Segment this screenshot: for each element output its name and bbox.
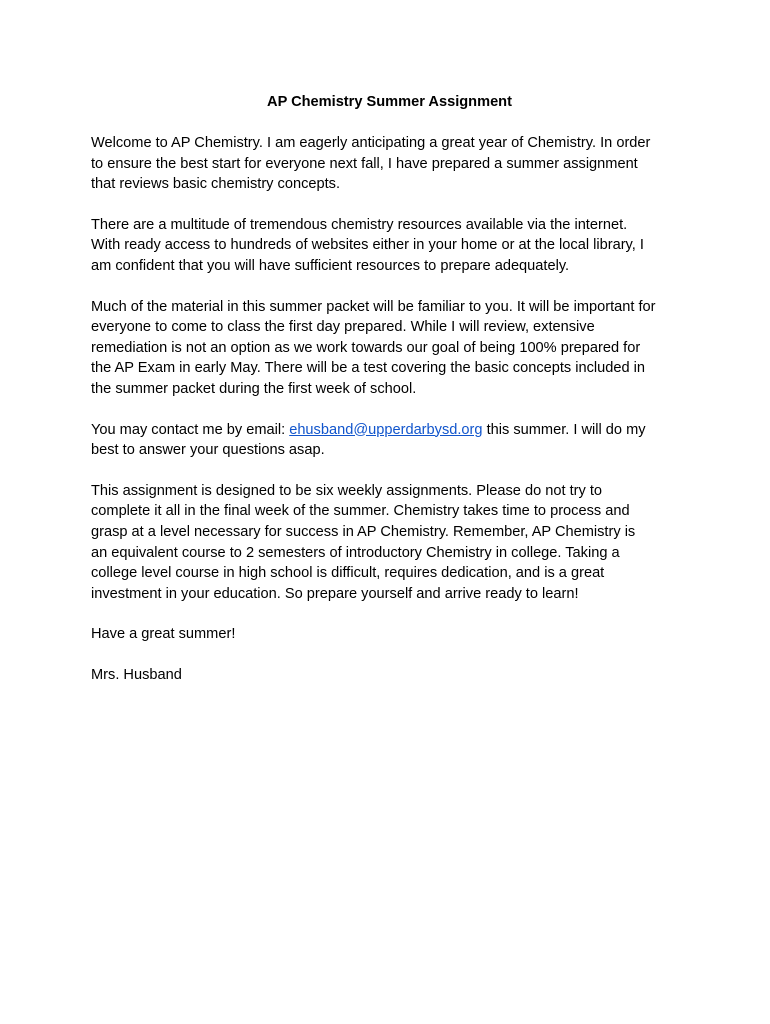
paragraph-resources bbox=[91, 215, 690, 277]
document-title: AP Chemistry Summer Assignment bbox=[267, 94, 512, 110]
text-line: Welcome to AP Chemistry. I am eagerly anticipating a great year of Chemistry. In order bbox=[91, 135, 651, 151]
contact-prefix: You may contact me by email: bbox=[91, 421, 290, 438]
contact-suffix: this summer. I will do my bbox=[482, 421, 646, 438]
signature: Mrs. Husband bbox=[91, 666, 182, 683]
text-line: the AP Exam in early May. There will be a test covering the basic concepts included in bbox=[91, 360, 646, 377]
text-line: Much of the material in this summer packet will be familiar to you. It will be important for bbox=[91, 298, 656, 315]
text-line: complete it all in the final week of the summer. Chemistry takes time to process and bbox=[91, 503, 630, 520]
text-line: There are a multitude of tremendous chemistry resources available via the internet. bbox=[91, 216, 628, 233]
text-line: the summer packet during the first week of school. bbox=[91, 380, 417, 397]
text-line: everyone to come to class the first day prepared. While I will review, extensive bbox=[91, 319, 595, 336]
text-line: best to answer your questions asap. bbox=[91, 442, 325, 459]
paragraph-material bbox=[91, 297, 690, 400]
text-line: that reviews basic chemistry concepts. bbox=[91, 176, 340, 193]
text-line: remediation is not an option as we work towards our goal of being 100% prepared for bbox=[91, 339, 641, 356]
paragraph-contact bbox=[91, 420, 690, 461]
email-link[interactable]: ehusband@upperdarbysd.org bbox=[289, 421, 483, 438]
text-line: investment in your education. So prepare yourself and arrive ready to learn! bbox=[91, 585, 579, 602]
text-line: am confident that you will have sufficient resources to prepare adequately. bbox=[91, 257, 570, 274]
contact-line bbox=[91, 420, 690, 441]
text-line: college level course in high school is difficult, requires dedication, and is a great bbox=[91, 565, 605, 582]
text-line: to ensure the best start for everyone next fall, I have prepared a summer assignment bbox=[91, 155, 638, 172]
text-line: grasp at a level necessary for success in AP Chemistry. Remember, AP Chemistry is bbox=[91, 523, 636, 540]
text-line: This assignment is designed to be six weekly assignments. Please do not try to bbox=[91, 482, 603, 499]
text-line: an equivalent course to 2 semesters of introductory Chemistry in college. Taking a bbox=[91, 544, 620, 561]
paragraph-assignment bbox=[91, 481, 690, 605]
closing-line: Have a great summer! bbox=[91, 626, 236, 643]
paragraph-welcome bbox=[91, 133, 690, 195]
text-line: With ready access to hundreds of websites either in your home or at the local library, I bbox=[91, 237, 644, 254]
